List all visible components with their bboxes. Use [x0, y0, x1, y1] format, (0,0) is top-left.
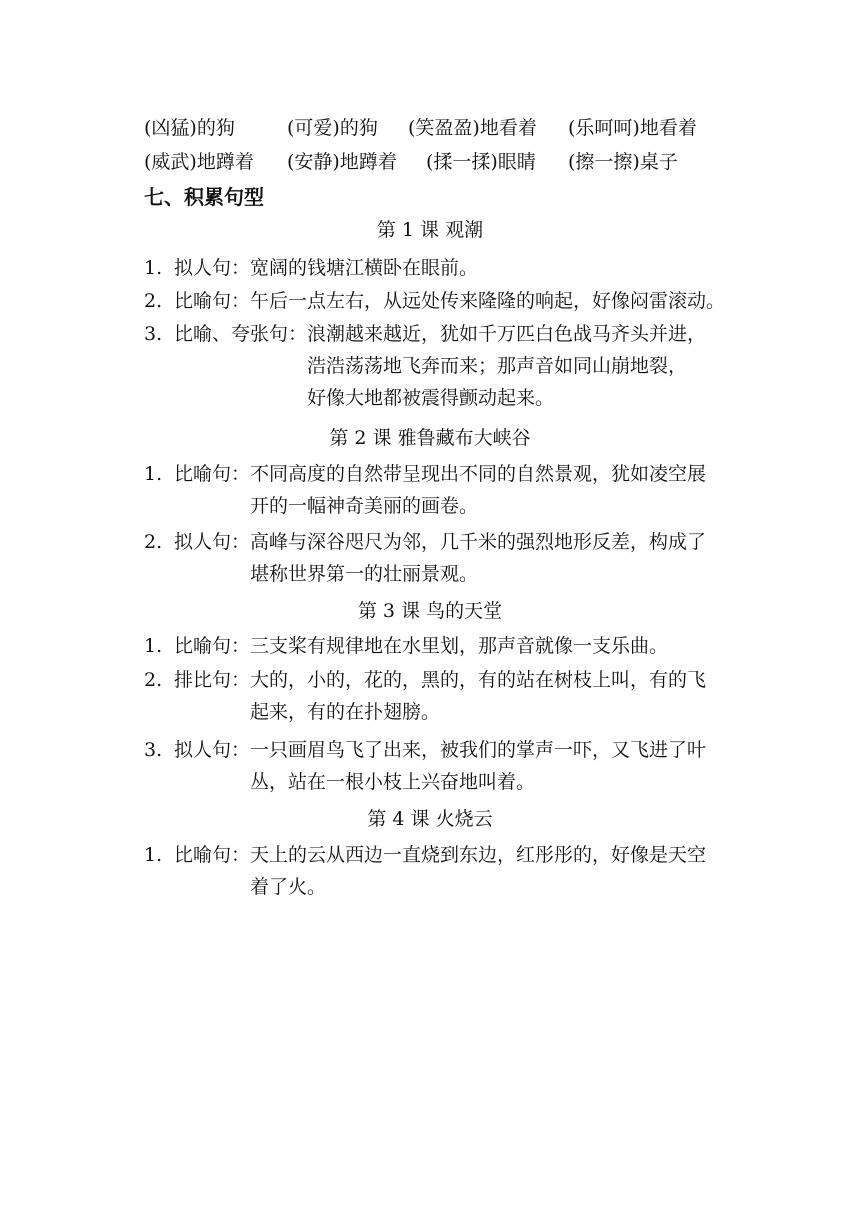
item-number: 1. [144, 844, 163, 866]
sentence-item [144, 526, 706, 590]
sentence-item [144, 318, 706, 414]
item-number: 1. [144, 463, 163, 485]
sentence-text: 天上的云从西边一直烧到东边，红彤彤的，好像是天空 着了火。 [250, 844, 707, 898]
sentence-type: 比喻句： [174, 463, 251, 485]
item-number: 3. [144, 739, 163, 761]
sentence-text: 不同高度的自然带呈现出不同的自然景观，犹如凌空展 开的一幅神奇美丽的画卷。 [250, 463, 707, 517]
sentence-text: 宽阔的钱塘江横卧在眼前。 [250, 257, 479, 279]
sentence-item [144, 285, 725, 317]
sentence-text: 一只画眉鸟飞了出来，被我们的掌声一吓，又飞进了叶 丛，站在一根小枝上兴奋地叫着。 [250, 739, 707, 793]
word-pair: (揉一揉)眼睛 [426, 151, 536, 173]
sentence-text: 大的，小的，花的，黑的，有的站在树枝上叫，有的飞 起来，有的在扑翅膀。 [250, 669, 707, 723]
sentence-item [144, 664, 706, 728]
lesson-title: 第 2 课 雅鲁藏布大峡谷 [329, 427, 531, 449]
word-pair: (可爱)的狗 [287, 117, 378, 139]
sentence-text: 浪潮越来越近，犹如千万匹白色战马齐头并进， 浩浩荡荡地飞奔而来；那声音如同山崩地裂， 好像大地都被震得颤动起来。 [307, 323, 707, 409]
lesson-title: 第 1 课 观潮 [376, 219, 484, 241]
word-pair: (笑盈盈)地看着 [408, 117, 537, 139]
sentence-item [144, 458, 706, 522]
word-pair: (擦一擦)桌子 [568, 151, 678, 173]
item-number: 1. [144, 257, 163, 279]
item-number: 2. [144, 290, 163, 312]
word-pair: (凶猛)的狗 [144, 117, 235, 139]
sentence-text: 高峰与深谷咫尺为邻，几千米的强烈地形反差，构成了 堪称世界第一的壮丽景观。 [250, 531, 707, 585]
sentence-item [144, 839, 706, 903]
sentence-item [144, 734, 706, 798]
sentence-type: 比喻、夸张句： [174, 323, 308, 345]
item-number: 2. [144, 531, 163, 553]
sentence-type: 比喻句： [174, 635, 251, 657]
sentence-text: 三支桨有规律地在水里划，那声音就像一支乐曲。 [250, 635, 669, 657]
sentence-type: 拟人句： [174, 257, 251, 279]
lesson-title: 第 3 课 鸟的天堂 [357, 600, 503, 622]
item-number: 1. [144, 635, 163, 657]
sentence-type: 拟人句： [174, 531, 251, 553]
sentence-type: 排比句： [174, 669, 251, 691]
sentence-type: 比喻句： [174, 844, 251, 866]
sentence-type: 拟人句： [174, 739, 251, 761]
section-heading: 七、积累句型 [144, 185, 264, 209]
lesson-title: 第 4 课 火烧云 [367, 808, 493, 830]
word-pair: (乐呵呵)地看着 [568, 117, 697, 139]
sentence-item [144, 252, 478, 284]
word-pair: (安静)地蹲着 [287, 151, 397, 173]
word-pair: (威武)地蹲着 [144, 151, 254, 173]
sentence-type: 比喻句： [174, 290, 251, 312]
sentence-text: 午后一点左右，从远处传来隆隆的响起，好像闷雷滚动。 [250, 290, 726, 312]
item-number: 2. [144, 669, 163, 691]
item-number: 3. [144, 323, 163, 345]
sentence-item [144, 630, 668, 662]
